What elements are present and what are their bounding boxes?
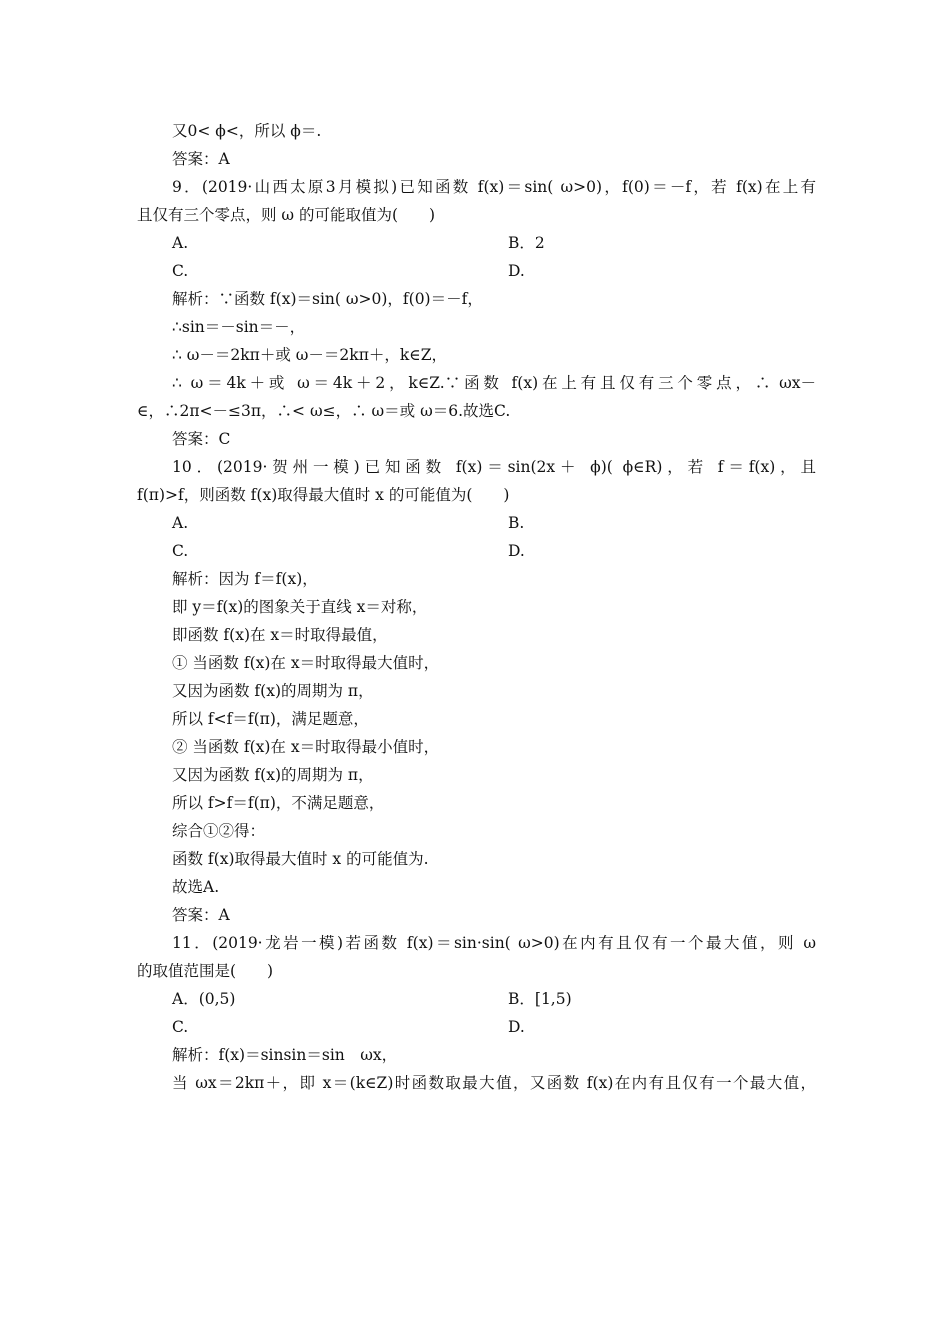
option-a: A. <box>172 514 189 532</box>
option-b: B. <box>508 514 525 532</box>
option-a: A．(0,5) <box>172 990 236 1008</box>
option-c: C. <box>172 542 189 560</box>
question-11-continuation: 的取值范围是( ) <box>137 962 274 980</box>
solution-line: ② 当函数 f(x)在 x＝时取得最小值时， <box>172 738 440 756</box>
solution-line: ∴ ω－＝2kπ＋或 ω－＝2kπ＋，k∈Z， <box>172 346 448 364</box>
options-row <box>0 509 950 537</box>
option-d: D. <box>508 1018 525 1036</box>
options-row <box>0 229 950 257</box>
solution-continuation: ∈，∴2π<－≤3π，∴< ω≤，∴ ω＝或 ω＝6.故选C. <box>137 402 511 420</box>
solution-line: 当 ωx＝2kπ＋，即 x＝(k∈Z)时函数取最大值，又函数 f(x)在内有且仅有一个最大值， <box>172 1074 816 1092</box>
option-d: D. <box>508 542 525 560</box>
solution-line: 所以 f<f＝f(π)，满足题意， <box>172 710 369 728</box>
answer-line: 答案：C <box>172 430 231 448</box>
options-row <box>0 985 950 1013</box>
solution-line: 函数 f(x)取得最大值时 x 的可能值为. <box>172 850 429 868</box>
solution-line: 即函数 f(x)在 x＝时取得最值， <box>172 626 388 644</box>
question-9-line: 9．(2019·山西太原3月模拟)已知函数 f(x)＝sin( ω>0)，f(0)＝－f，若 f(x)在上有 <box>172 178 816 196</box>
option-a: A. <box>172 234 189 252</box>
solution-line: ∴sin＝－sin＝－， <box>172 318 306 336</box>
solution-line: 又因为函数 f(x)的周期为 π， <box>172 766 374 784</box>
options-row <box>0 537 950 565</box>
solution-line: ① 当函数 f(x)在 x＝时取得最大值时， <box>172 654 440 672</box>
question-11-line: 11．(2019·龙岩一模)若函数 f(x)＝sin·sin( ω>0)在内有且仅有一个最大值，则 ω <box>172 934 816 952</box>
option-b: B．2 <box>508 234 545 252</box>
text-line: 又0< ϕ<，所以 ϕ＝. <box>172 122 322 140</box>
solution-line: 综合①②得： <box>172 822 266 840</box>
solution-line: 解析：f(x)＝sinsin＝sin ωx， <box>172 1046 398 1064</box>
option-d: D. <box>508 262 525 280</box>
options-row <box>0 1013 950 1041</box>
option-c: C. <box>172 262 189 280</box>
solution-line: 解析：因为 f＝f(x)， <box>172 570 318 588</box>
solution-line: 所以 f>f＝f(π)，不满足题意， <box>172 794 385 812</box>
solution-line: 即 y＝f(x)的图象关于直线 x＝对称， <box>172 598 428 616</box>
option-b: B．[1,5) <box>508 990 572 1008</box>
option-c: C. <box>172 1018 189 1036</box>
solution-line: 解析：∵函数 f(x)＝sin( ω>0)，f(0)＝－f， <box>172 290 483 308</box>
question-9-continuation: 且仅有三个零点，则 ω 的可能取值为( ) <box>137 206 436 224</box>
question-10-continuation: f(π)>f，则函数 f(x)取得最大值时 x 的可能值为( ) <box>137 486 510 504</box>
question-10-line: 10．(2019·贺州一模)已知函数 f(x)＝sin(2x＋ ϕ)( ϕ∈R)，若 f＝f(x)，且 <box>172 458 816 476</box>
solution-line: 又因为函数 f(x)的周期为 π， <box>172 682 374 700</box>
answer-line: 答案：A <box>172 150 230 168</box>
solution-line: 故选A. <box>172 878 220 896</box>
options-row <box>0 257 950 285</box>
answer-line: 答案：A <box>172 906 230 924</box>
solution-line: ∴ ω＝4k＋或 ω＝4k＋2，k∈Z.∵函数 f(x)在上有且仅有三个零点，∴ ωx－ <box>172 374 816 392</box>
